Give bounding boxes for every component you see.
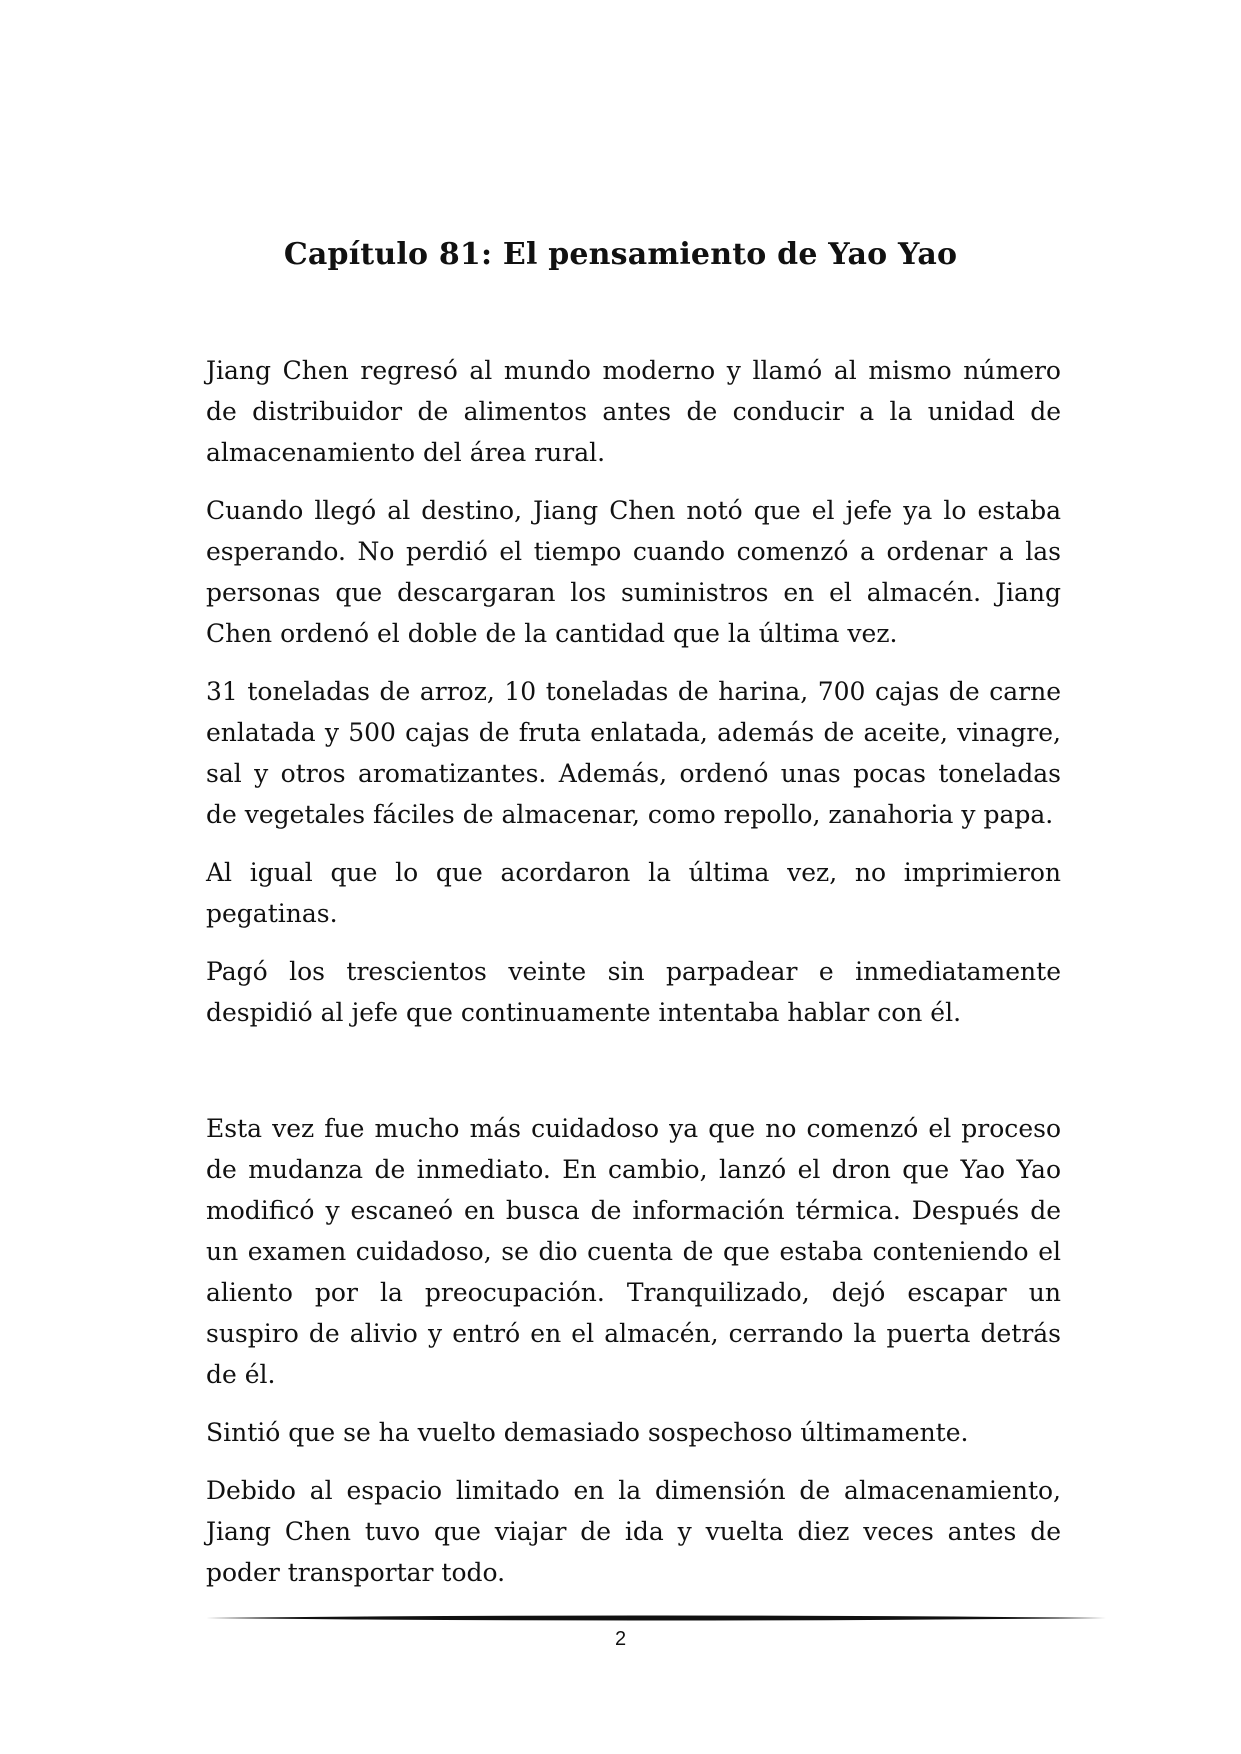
- paragraph: 31 toneladas de arroz, 10 toneladas de harina, 700 cajas de carne enlatada y 500 cajas de fruta enlatada, además de aceite, vinagre, sal y otros aromatizantes. Además, ordenó unas pocas toneladas de vegetales fáciles de almacenar, como repollo, zanahoria y papa.: [206, 677, 1061, 829]
- chapter-body: [206, 350, 1061, 1610]
- paragraph: Al igual que lo que acordaron la última vez, no imprimieron pegatinas.: [206, 858, 1061, 928]
- paragraph: Cuando llegó al destino, Jiang Chen notó que el jefe ya lo estaba esperando. No perdió el tiempo cuando comenzó a ordenar a las personas que descargaran los suministros en el almacén. Jiang Chen ordenó el doble de la cantidad que la última vez.: [206, 496, 1061, 648]
- paragraph: Sintió que se ha vuelto demasiado sospechoso últimamente.: [206, 1418, 969, 1447]
- section-break: [206, 1050, 1061, 1108]
- paragraph: Esta vez fue mucho más cuidadoso ya que no comenzó el proceso de mudanza de inmediato. En cambio, lanzó el dron que Yao Yao modificó y escaneó en busca de información térmica. Después de un examen cuidadoso, se dio cuenta de que estaba conteniendo el aliento por la preocupación. Tranquilizado, dejó escapar un suspiro de alivio y entró en el almacén, cerrando la puerta detrás de él.: [206, 1114, 1061, 1389]
- footer-divider: [206, 1615, 1106, 1621]
- paragraph: Jiang Chen regresó al mundo moderno y llamó al mismo número de distribuidor de alimentos antes de conducir a la unidad de almacenamiento del área rural.: [206, 356, 1061, 467]
- paragraph: Debido al espacio limitado en la dimensión de almacenamiento, Jiang Chen tuvo que viajar de ida y vuelta diez veces antes de poder transportar todo.: [206, 1476, 1061, 1587]
- page-number: 2: [614, 1628, 627, 1650]
- footer-divider-line: [206, 1615, 1106, 1621]
- paragraph: Pagó los trescientos veinte sin parpadear e inmediatamente despidió al jefe que continuamente intentaba hablar con él.: [206, 957, 1061, 1027]
- chapter-title: Capítulo 81: El pensamiento de Yao Yao: [283, 237, 958, 272]
